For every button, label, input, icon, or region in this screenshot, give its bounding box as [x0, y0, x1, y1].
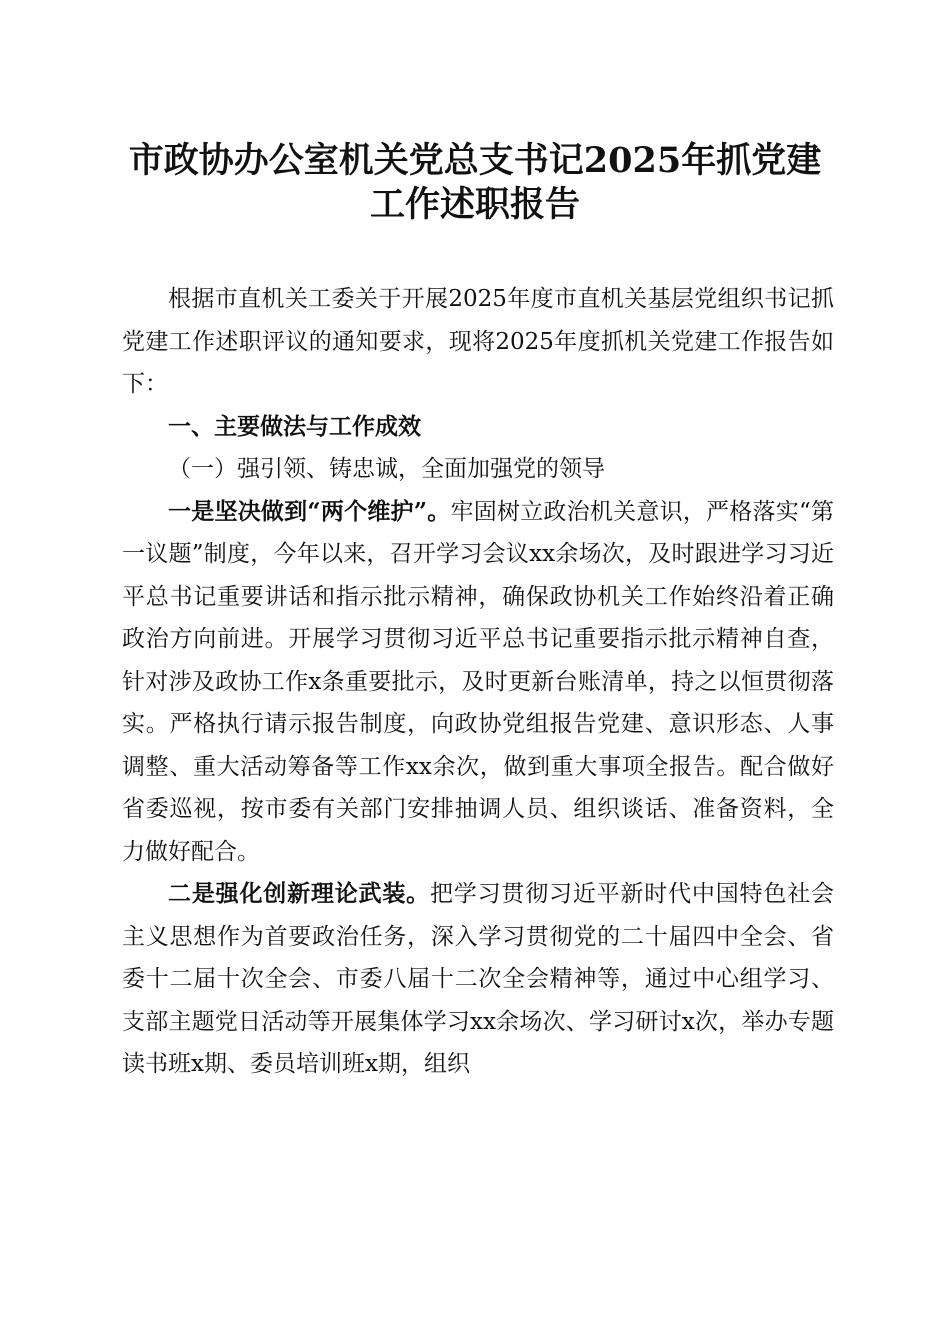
section-heading: 一、主要做法与工作成效: [168, 413, 421, 440]
paragraph-2-lead: 二是强化创新理论武装。: [168, 880, 430, 907]
document-title-line-1: 市政协办公室机关党总支书记2025年抓党建: [128, 140, 822, 181]
intro-paragraph: 根据市直机关工委关于开展2025年度市直机关基层党组织书记抓党建工作述职评议的通知要求，现将2025年度抓机关党建工作报告如下：: [122, 286, 834, 397]
subsection-heading: （一）强引领、铸忠诚，全面加强党的领导: [168, 456, 605, 482]
paragraph-2-text: 把学习贯彻习近平新时代中国特色社会主义思想作为首要政治任务，深入学习贯彻党的二十届四中全会、省委十二届十次全会、市委八届十二次全会精神等，通过中心组学习、支部主题党日活动等开展集体学习xx余场次、学习研讨x次，举办专题读书班x期、委员培训班x期，组织: [122, 881, 835, 1077]
paragraph-2: [122, 873, 834, 1086]
paragraph-1-lead: 一是坚决做到“两个维护”。: [168, 497, 451, 525]
document-body: [122, 278, 834, 1086]
document-title-line-2: 工作述职报告: [369, 184, 580, 225]
paragraph-1-text: 牢固树立政治机关意识，严格落实“第一议题”制度，今年以来，召开学习会议xx余场次，及时跟进学习习近平总书记重要讲话和指示批示精神，确保政协机关工作始终沿着正确政治方向前进。开展学习贯彻习近平总书记重要指示批示精神自查，针对涉及政协工作x条重要批示，及时更新台账清单，持之以恒贯彻落实。严格执行请示报告制度，向政协党组报告党建、意识形态、人事调整、重大活动筹备等工作xx余次，做到重大事项全报告。配合做好省委巡视，按市委有关部门安排抽调人员、组织谈话、准备资料，全力做好配合。: [122, 498, 834, 865]
paragraph-1: [122, 491, 834, 874]
